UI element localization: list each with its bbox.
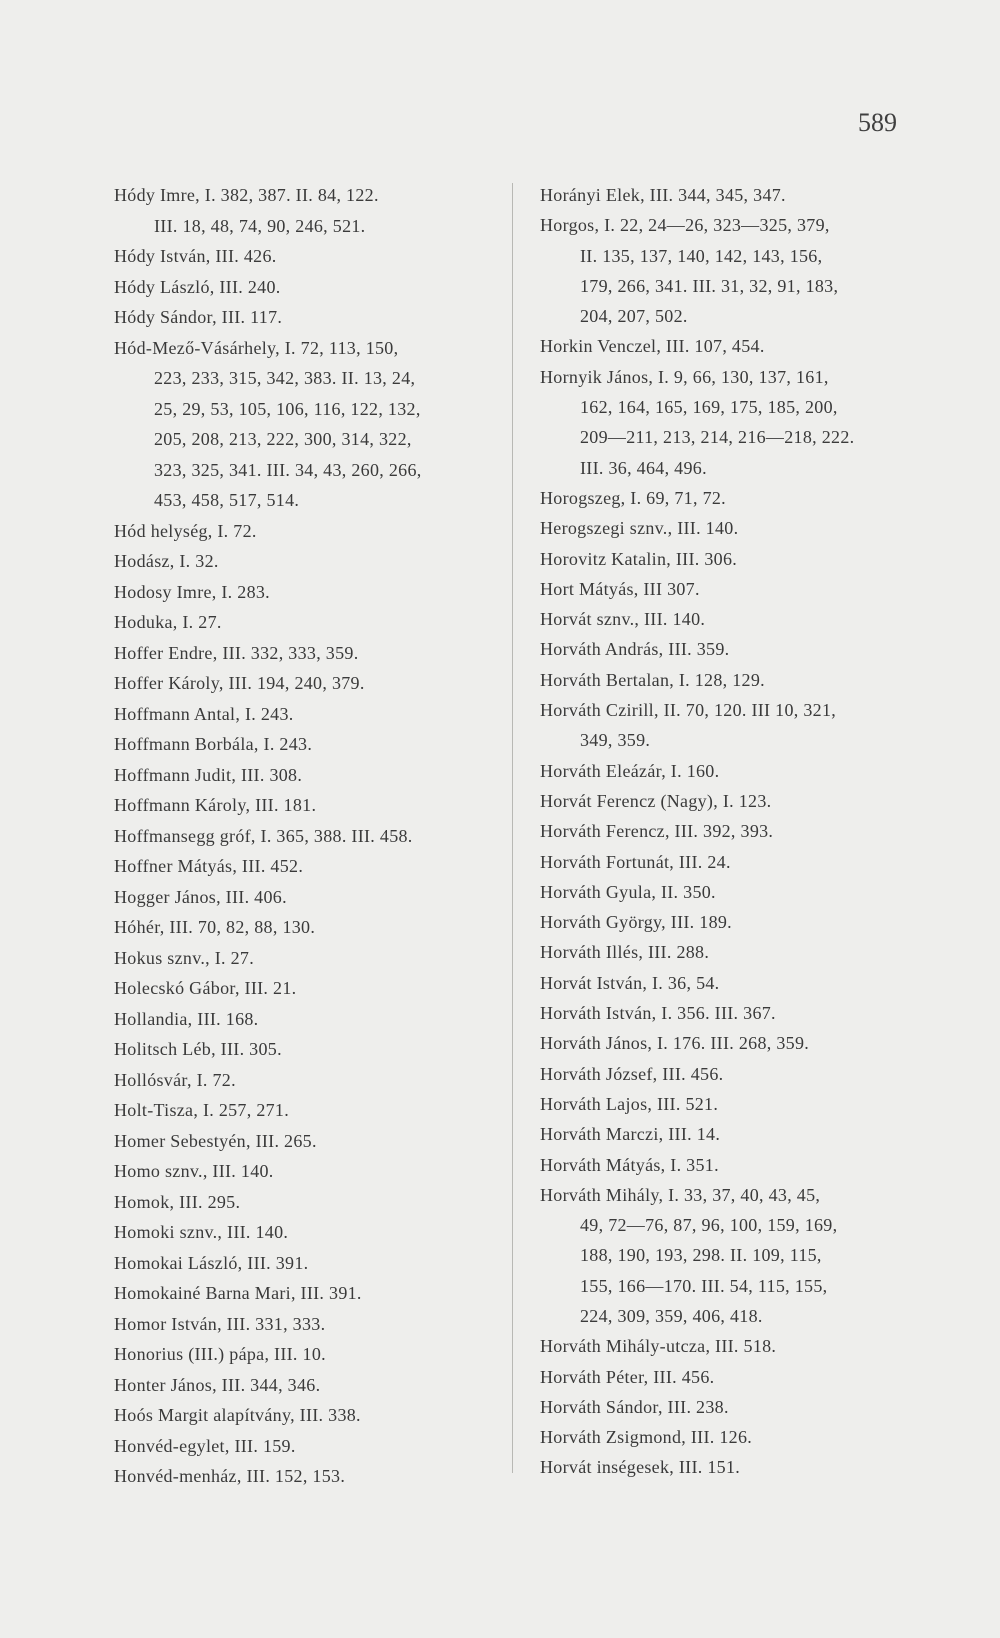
index-entry-line: Horváth Mátyás, I. 351.: [540, 1154, 719, 1175]
index-entry-line: Hoffmansegg gróf, I. 365, 388. III. 458.: [114, 825, 413, 846]
index-entry: [114, 1065, 534, 1096]
index-entry-line: Horváth Péter, III. 456.: [540, 1366, 715, 1387]
index-entry-line: Homokai László, III. 391.: [114, 1252, 309, 1273]
index-entry: [114, 821, 534, 852]
index-entry-line: Horváth Mihály, I. 33, 37, 40, 43, 45,: [540, 1184, 821, 1205]
index-entry: [540, 1452, 960, 1482]
index-entry-line: Horváth Fortunát, III. 24.: [540, 851, 731, 872]
index-entry: [114, 790, 534, 821]
index-entry: [114, 882, 534, 913]
index-entry: [540, 847, 960, 877]
index-entry: [114, 607, 534, 638]
index-entry: [114, 1400, 534, 1431]
index-entry: [114, 699, 534, 730]
index-entry-line: Horovitz Katalin, III. 306.: [540, 548, 738, 569]
index-entry: [540, 1089, 960, 1119]
index-entry: [114, 729, 534, 760]
index-entry-line: Horváth Mihály-utcza, III. 518.: [540, 1336, 777, 1357]
index-entry: [114, 1339, 534, 1370]
index-entry-line: Holecskó Gábor, III. 21.: [114, 978, 297, 998]
index-entry-line: Horváth Sándor, III. 238.: [540, 1396, 729, 1417]
index-entry-continuation: 209—211, 213, 214, 216—218, 222.: [580, 427, 855, 448]
index-entry-continuation: 224, 309, 359, 406, 418.: [580, 1305, 763, 1326]
index-entry-line: Horváth Ferencz, III. 392, 393.: [540, 821, 774, 842]
index-entry: [540, 544, 960, 574]
index-entry: [540, 604, 960, 634]
index-entry-line: Hód-Mező-Vásárhely, I. 72, 113, 150,: [114, 337, 399, 358]
index-entry-line: Horváth Eleázár, I. 160.: [540, 760, 720, 781]
index-entry-line: Horvát inségesek, III. 151.: [540, 1457, 741, 1478]
index-entry: [114, 760, 534, 791]
index-entry-continuation: 323, 325, 341. III. 34, 43, 260, 266,: [154, 459, 422, 480]
index-entry-line: Hogger János, III. 406.: [114, 886, 287, 907]
index-entry-line: Honvéd-menház, III. 152, 153.: [114, 1466, 346, 1486]
index-entry: [540, 634, 960, 664]
index-entry-line: Hódy Imre, I. 382, 387. II. 84, 122.: [114, 185, 379, 205]
index-entry: [114, 241, 534, 272]
index-entry-line: Hódy István, III. 426.: [114, 246, 277, 266]
index-entry: [540, 1150, 960, 1180]
index-entry-line: Homo sznv., III. 140.: [114, 1161, 274, 1181]
index-entry: [540, 1362, 960, 1392]
index-entry-line: Hoffmann Károly, III. 181.: [114, 795, 317, 815]
page-number: 589: [858, 108, 897, 137]
index-entry-continuation: 49, 72—76, 87, 96, 100, 159, 169,: [580, 1215, 838, 1236]
index-entry-line: Homer Sebestyén, III. 265.: [114, 1130, 317, 1151]
index-entry-line: Horányi Elek, III. 344, 345, 347.: [540, 185, 786, 205]
index-entry-line: Hort Mátyás, III 307.: [540, 578, 700, 599]
index-entry: [540, 756, 960, 786]
index-entry-line: Horváth Illés, III. 288.: [540, 942, 710, 963]
index-entry: [540, 998, 960, 1028]
index-entry-continuation: III. 18, 48, 74, 90, 246, 521.: [154, 215, 366, 236]
index-entry-line: Hoduka, I. 27.: [114, 612, 222, 632]
index-entry: [540, 877, 960, 907]
index-column-right: [540, 180, 960, 1483]
index-entry: [540, 786, 960, 816]
index-entry-line: Hód helység, I. 72.: [114, 520, 257, 541]
index-entry-line: Hodász, I. 32.: [114, 551, 219, 571]
index-entry-line: Horogszeg, I. 69, 71, 72.: [540, 487, 726, 508]
index-entry-continuation: 223, 233, 315, 342, 383. II. 13, 24,: [154, 368, 416, 388]
index-entry: [114, 912, 534, 943]
index-entry-line: Hoffer Károly, III. 194, 240, 379.: [114, 673, 365, 693]
index-entry-line: Hokus sznv., I. 27.: [114, 947, 255, 968]
index-entry-continuation: 349, 359.: [580, 730, 651, 751]
index-entry: [114, 302, 534, 333]
index-entry: [114, 272, 534, 303]
index-entry: [114, 851, 534, 882]
index-entry-line: Hódy Sándor, III. 117.: [114, 307, 283, 327]
index-entry-continuation: 188, 190, 193, 298. II. 109, 115,: [580, 1245, 822, 1266]
index-entry-line: Homokainé Barna Mari, III. 391.: [114, 1283, 362, 1303]
index-entry-line: Hollandia, III. 168.: [114, 1008, 259, 1029]
index-entry-line: Honter János, III. 344, 346.: [114, 1374, 321, 1395]
index-entry: [114, 1004, 534, 1035]
index-entry: [114, 1034, 534, 1065]
index-entry: [114, 943, 534, 974]
index-entry-continuation: 162, 164, 165, 169, 175, 185, 200,: [580, 397, 838, 418]
index-entry-continuation: 205, 208, 213, 222, 300, 314, 322,: [154, 429, 412, 449]
index-entry-line: Horváth Marczi, III. 14.: [540, 1124, 721, 1145]
index-entry-line: Hoffmann Antal, I. 243.: [114, 703, 294, 724]
index-column-left: [114, 180, 534, 1492]
index-entry: [540, 1028, 960, 1058]
index-entry-line: Horváth István, I. 356. III. 367.: [540, 1003, 776, 1024]
index-entry: [540, 695, 960, 756]
index-entry-line: Homok, III. 295.: [114, 1191, 241, 1212]
index-entry-continuation: 204, 207, 502.: [580, 306, 688, 327]
index-entry-continuation: II. 135, 137, 140, 142, 143, 156,: [580, 245, 823, 266]
index-entry-line: Horváth Czirill, II. 70, 120. III 10, 321,: [540, 700, 837, 721]
index-entry: [540, 180, 960, 210]
index-entry: [114, 973, 534, 1004]
index-entry: [114, 1248, 534, 1279]
index-entry: [114, 333, 534, 516]
index-entry-line: Horvát Ferencz (Nagy), I. 123.: [540, 790, 772, 811]
index-entry: [540, 937, 960, 967]
index-entry-line: Horváth Lajos, III. 521.: [540, 1093, 719, 1114]
index-entry-line: Hoffmann Judit, III. 308.: [114, 764, 303, 785]
index-entry: [540, 1422, 960, 1452]
index-entry-line: Hoffner Mátyás, III. 452.: [114, 856, 304, 876]
index-entry-line: Hornyik János, I. 9, 66, 130, 137, 161,: [540, 366, 829, 387]
column-divider: [512, 183, 513, 1473]
index-entry: [540, 362, 960, 483]
index-entry: [540, 1331, 960, 1361]
index-entry-line: Horgos, I. 22, 24—26, 323—325, 379,: [540, 215, 830, 236]
index-entry: [540, 968, 960, 998]
index-entry-line: Horváth György, III. 189.: [540, 912, 732, 933]
index-entry: [114, 1095, 534, 1126]
index-entry-line: Hódy László, III. 240.: [114, 276, 281, 297]
index-entry-line: Herogszegi sznv., III. 140.: [540, 518, 739, 539]
index-entry-line: Hodosy Imre, I. 283.: [114, 581, 270, 602]
index-entry: [114, 1309, 534, 1340]
index-entry-line: Horváth Zsigmond, III. 126.: [540, 1427, 753, 1448]
index-entry-continuation: 25, 29, 53, 105, 106, 116, 122, 132,: [154, 398, 421, 419]
index-entry-line: Homor István, III. 331, 333.: [114, 1313, 326, 1334]
index-entry-line: Holt-Tisza, I. 257, 271.: [114, 1100, 290, 1120]
index-entry: [540, 1119, 960, 1149]
index-entry: [114, 180, 534, 241]
index-entry-line: Horkin Venczel, III. 107, 454.: [540, 336, 765, 357]
index-entry: [114, 1217, 534, 1248]
index-entry-line: Hoós Margit alapítvány, III. 338.: [114, 1405, 361, 1425]
index-entry-line: Honvéd-egylet, III. 159.: [114, 1435, 296, 1456]
index-entry: [540, 816, 960, 846]
index-entry: [540, 1392, 960, 1422]
index-entry-line: Horváth József, III. 456.: [540, 1063, 724, 1084]
index-entry: [114, 577, 534, 608]
index-entry: [540, 513, 960, 543]
index-entry: [540, 574, 960, 604]
index-entry: [114, 1431, 534, 1462]
index-entry: [114, 1461, 534, 1492]
index-entry: [114, 638, 534, 669]
index-entry: [540, 483, 960, 513]
index-entry: [540, 331, 960, 361]
index-entry-line: Horvát István, I. 36, 54.: [540, 972, 720, 993]
index-entry-line: Holitsch Léb, III. 305.: [114, 1039, 282, 1059]
index-entry-line: Horváth János, I. 176. III. 268, 359.: [540, 1033, 810, 1054]
index-entry: [114, 668, 534, 699]
index-entry-continuation: 155, 166—170. III. 54, 115, 155,: [580, 1275, 828, 1296]
index-entry: [540, 907, 960, 937]
index-entry-line: Hoffmann Borbála, I. 243.: [114, 734, 313, 754]
index-entry-line: Hóhér, III. 70, 82, 88, 130.: [114, 917, 316, 937]
index-entry-continuation: III. 36, 464, 496.: [580, 457, 707, 478]
index-entry: [114, 1370, 534, 1401]
index-entry: [114, 1278, 534, 1309]
index-entry: [114, 1187, 534, 1218]
index-entry-line: Hollósvár, I. 72.: [114, 1069, 236, 1090]
index-entry: [540, 210, 960, 331]
index-entry: [540, 1059, 960, 1089]
index-entry: [540, 1180, 960, 1331]
index-entry-continuation: 179, 266, 341. III. 31, 32, 91, 183,: [580, 275, 839, 296]
index-entry-line: Horváth Bertalan, I. 128, 129.: [540, 669, 765, 690]
index-entry: [114, 1156, 534, 1187]
index-entry: [540, 665, 960, 695]
index-entry: [114, 546, 534, 577]
index-entry-line: Horvát sznv., III. 140.: [540, 609, 706, 630]
index-entry-line: Horváth András, III. 359.: [540, 639, 730, 660]
index-entry-line: Hoffer Endre, III. 332, 333, 359.: [114, 642, 359, 663]
index-entry: [114, 1126, 534, 1157]
index-entry-line: Honorius (III.) pápa, III. 10.: [114, 1344, 326, 1364]
index-entry-continuation: 453, 458, 517, 514.: [154, 490, 300, 510]
index-entry: [114, 516, 534, 547]
index-entry-line: Homoki sznv., III. 140.: [114, 1222, 289, 1242]
index-entry-line: Horváth Gyula, II. 350.: [540, 881, 716, 902]
